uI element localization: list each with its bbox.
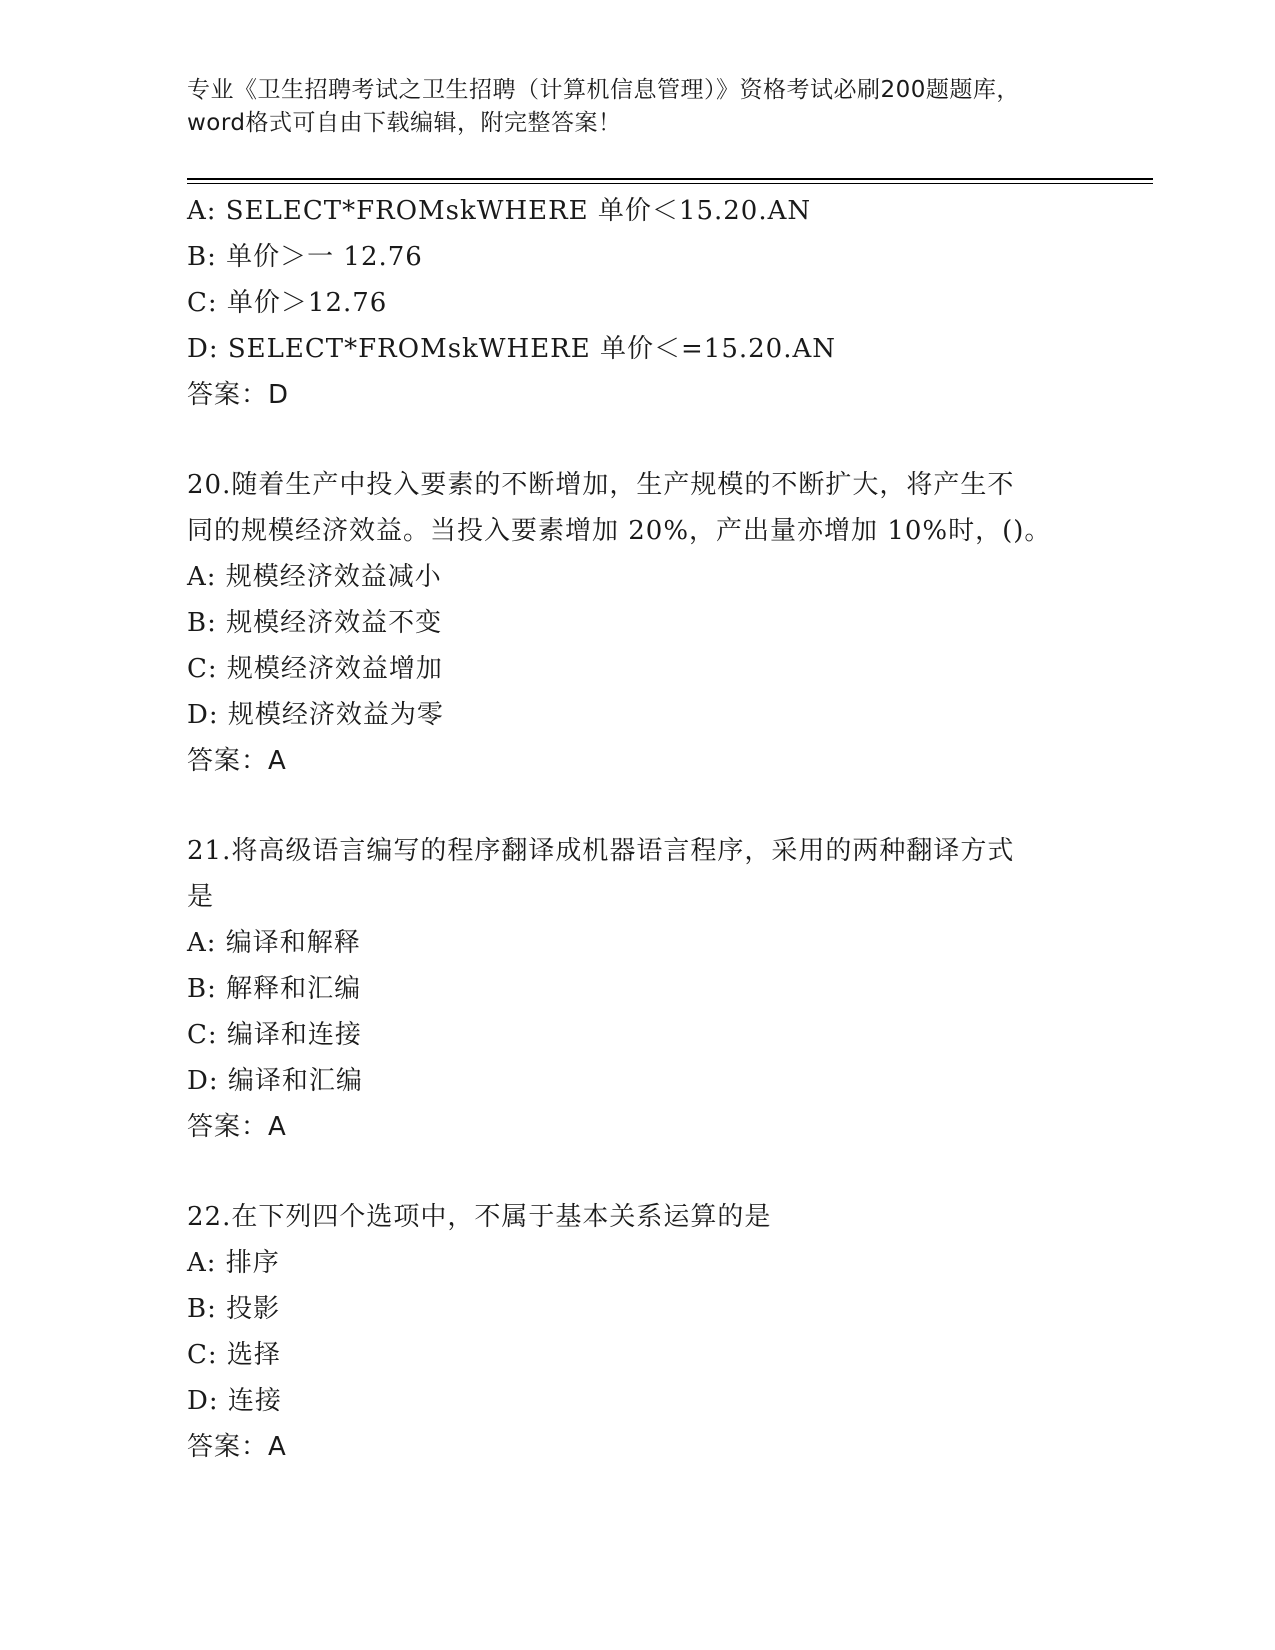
option-c: C: 单价＞12.76 bbox=[187, 288, 388, 318]
question-stem-line: 21.将高级语言编写的程序翻译成机器语言程序，采用的两种翻译方式 bbox=[187, 836, 1015, 866]
question-block-22 bbox=[187, 1194, 1087, 1470]
option-b: B: 投影 bbox=[187, 1294, 281, 1324]
answer-line: 答案：D bbox=[187, 380, 290, 410]
spacer bbox=[187, 1150, 1087, 1194]
option-a: A: 规模经济效益减小 bbox=[187, 562, 442, 592]
question-stem-line: 是 bbox=[187, 882, 215, 912]
option-a: A: SELECT*FROMskWHERE 单价＜15.20.AN bbox=[187, 196, 812, 226]
option-b: B: 规模经济效益不变 bbox=[187, 608, 443, 638]
option-a: A: 排序 bbox=[187, 1248, 280, 1278]
answer-line: 答案：A bbox=[187, 746, 287, 776]
spacer bbox=[187, 784, 1087, 828]
question-stem-line: 22.在下列四个选项中，不属于基本关系运算的是 bbox=[187, 1202, 772, 1232]
option-d: D: 连接 bbox=[187, 1386, 282, 1416]
question-content bbox=[187, 188, 1087, 1470]
answer-line: 答案：A bbox=[187, 1432, 287, 1462]
header-line-2: word格式可自由下载编辑，附完整答案！ bbox=[187, 110, 622, 136]
question-block-21 bbox=[187, 828, 1087, 1150]
spacer bbox=[187, 418, 1087, 462]
question-block-continued bbox=[187, 188, 1087, 418]
option-d: D: SELECT*FROMskWHERE 单价＜=15.20.AN bbox=[187, 334, 836, 364]
option-c: C: 编译和连接 bbox=[187, 1020, 362, 1050]
option-a: A: 编译和解释 bbox=[187, 928, 361, 958]
option-d: D: 规模经济效益为零 bbox=[187, 700, 444, 730]
header-line-1: 专业《卫生招聘考试之卫生招聘（计算机信息管理）》资格考试必刷200题题库， bbox=[187, 77, 1020, 103]
option-c: C: 选择 bbox=[187, 1340, 281, 1370]
header-divider-thick bbox=[187, 178, 1153, 180]
question-stem-line: 20.随着生产中投入要素的不断增加，生产规模的不断扩大，将产生不 bbox=[187, 470, 1015, 500]
option-d: D: 编译和汇编 bbox=[187, 1066, 363, 1096]
question-block-20 bbox=[187, 462, 1087, 784]
option-b: B: 解释和汇编 bbox=[187, 974, 362, 1004]
answer-line: 答案：A bbox=[187, 1112, 287, 1142]
option-b: B: 单价＞一 12.76 bbox=[187, 242, 423, 272]
header-divider-thin bbox=[187, 183, 1153, 184]
document-header bbox=[187, 74, 1087, 140]
option-c: C: 规模经济效益增加 bbox=[187, 654, 443, 684]
question-stem-line: 同的规模经济效益。当投入要素增加 20%，产出量亦增加 10%时，()。 bbox=[187, 516, 1052, 546]
